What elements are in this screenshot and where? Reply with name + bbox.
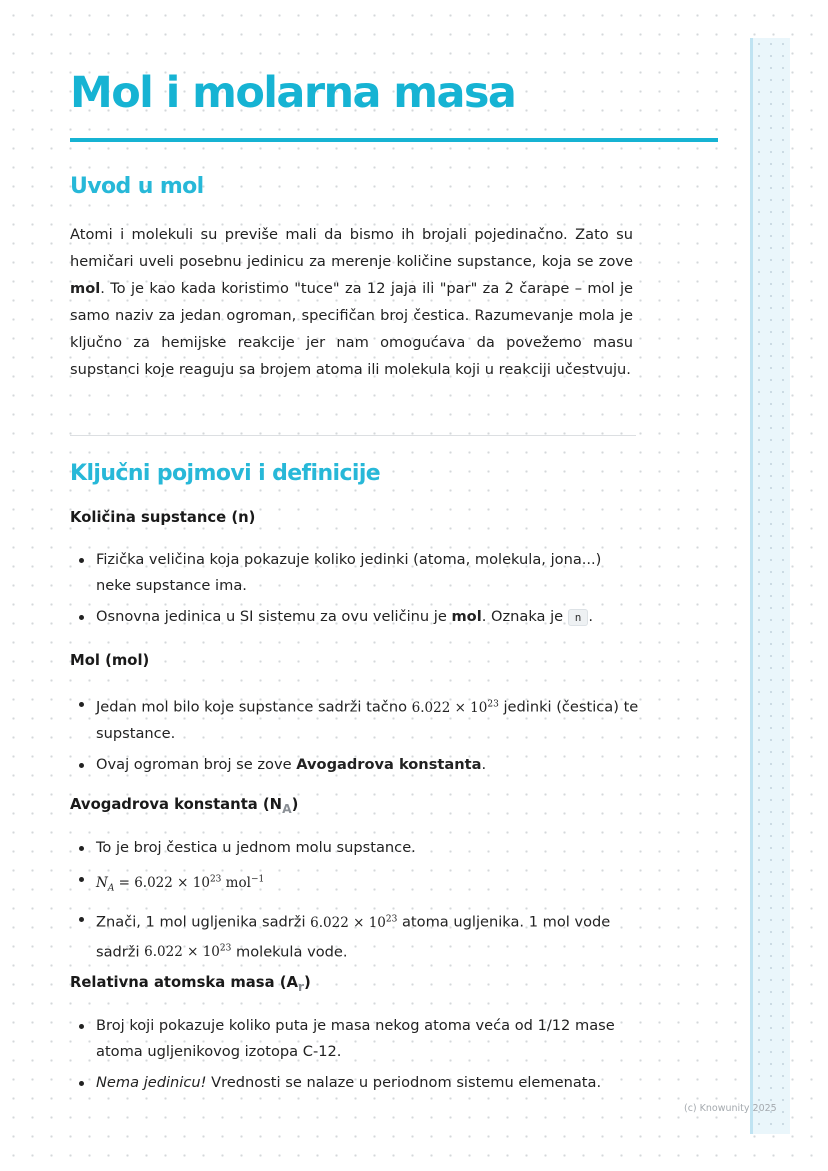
- kolicina-heading: Količina supstance (n): [70, 509, 256, 526]
- avogadro-heading: [70, 796, 298, 816]
- avogadro-list: [70, 835, 640, 970]
- list-item-text: Jedan mol bilo koje supstance sadrži tačno: [96, 698, 412, 716]
- italic-note: Nema jedinicu!: [96, 1074, 207, 1091]
- intro-bold-mol: mol: [70, 280, 101, 297]
- math-mantissa: 6.022 × 10: [144, 944, 220, 961]
- list-item: [70, 752, 640, 778]
- list-item-text: Osnovna jedinica u SI sistemu za ovu veličinu je: [96, 608, 452, 625]
- math-formula: [96, 874, 265, 894]
- kolicina-list: [70, 547, 640, 636]
- list-item: [70, 1013, 640, 1065]
- heading-text: ): [304, 974, 311, 991]
- math-value: = 6.022 × 10: [114, 874, 210, 891]
- bold-term: mol: [451, 608, 482, 625]
- bold-term: Avogadrova konstanta: [296, 755, 482, 773]
- math-exponent: 23: [209, 874, 222, 884]
- mol-list: [70, 691, 640, 783]
- list-item-text: .: [481, 755, 487, 773]
- relative-mass-heading: [70, 974, 311, 994]
- relative-mass-list: [70, 1013, 640, 1101]
- list-item-text: atoma ugljenika. 1 mol vode sadrži: [96, 913, 611, 961]
- heading-text: Relativna atomska masa (A: [70, 974, 298, 991]
- math-constant: [412, 700, 499, 716]
- list-item-text: Ovaj ogroman broj se zove: [96, 755, 297, 773]
- math-exponent: 23: [219, 943, 232, 954]
- heading-text: ): [291, 796, 299, 813]
- intro-text-1: Atomi i molekuli su previše mali da bismo ih brojali pojedinačno. Zato su hemičari uveli posebnu jedinicu za merenje količine supstance, koja se zove: [70, 226, 633, 270]
- list-item-text: Znači, 1 mol ugljenika sadrži: [96, 913, 311, 931]
- mol-heading: Mol (mol): [70, 652, 150, 669]
- list-item-text: .: [588, 608, 594, 625]
- margin-strip: [750, 38, 790, 1134]
- math-mantissa: 6.022 × 10: [310, 914, 386, 931]
- heading-text: Avogadrova konstanta (N: [70, 796, 283, 813]
- intro-paragraph: [70, 221, 633, 383]
- math-symbol: N: [96, 874, 108, 891]
- intro-heading: Uvod u mol: [70, 174, 204, 199]
- definitions-heading: Ključni pojmovi i definicije: [70, 461, 381, 486]
- math-constant: [144, 944, 231, 960]
- list-item: [70, 866, 640, 901]
- list-item-text: Fizička veličina koja pokazuje koliko jedinki (atoma, molekula, jona...) neke supstance ima.: [96, 551, 602, 594]
- math-unit-exponent: −1: [250, 874, 265, 884]
- list-item-text: jedinki (čestica) te supstance.: [96, 698, 639, 742]
- list-item: [70, 547, 640, 599]
- list-item-text: Broj koji pokazuje koliko puta je masa nekog atoma veća od 1/12 mase atoma ugljenikovog izotopa C-12.: [96, 1017, 615, 1060]
- math-unit: mol: [221, 874, 251, 891]
- list-item: [70, 691, 640, 747]
- math-exponent: 23: [385, 914, 398, 925]
- math-subscript: A: [107, 883, 115, 894]
- list-item: [70, 906, 640, 965]
- list-item-text: To je broj čestica u jednom molu supstance.: [96, 839, 416, 856]
- list-item: [70, 604, 640, 631]
- list-item-text: . Oznaka je: [481, 608, 568, 625]
- list-item-text: Vrednosti se nalaze u periodnom sistemu elemenata.: [206, 1074, 602, 1091]
- copyright-footer: (c) Knowunity 2025: [684, 1103, 777, 1114]
- list-item: [70, 835, 640, 861]
- page-title: Mol i molarna masa: [70, 68, 516, 118]
- list-item: [70, 1070, 640, 1096]
- section-divider: [70, 435, 636, 436]
- intro-text-2: . To je kao kada koristimo "tuce" za 12 jaja ili "par" za 2 čarape – mol je samo naziv za jedan ogroman, specifičan broj čestica. Razumevanje mola je ključno za hemijske reakcije jer nam omogućava da povežemo masu supstanci koje reaguju sa brojem atoma ili molekula koji u reakciji učestvuju.: [70, 280, 633, 378]
- title-underline: [70, 138, 718, 142]
- math-mantissa: 6.022 × 10: [411, 699, 488, 716]
- list-item-text: molekula vode.: [231, 943, 348, 961]
- heading-subscript: A: [282, 801, 292, 816]
- heading-subscript: r: [297, 979, 305, 994]
- math-constant: [310, 915, 397, 931]
- math-exponent: 23: [487, 699, 499, 709]
- inline-code: n: [568, 609, 589, 626]
